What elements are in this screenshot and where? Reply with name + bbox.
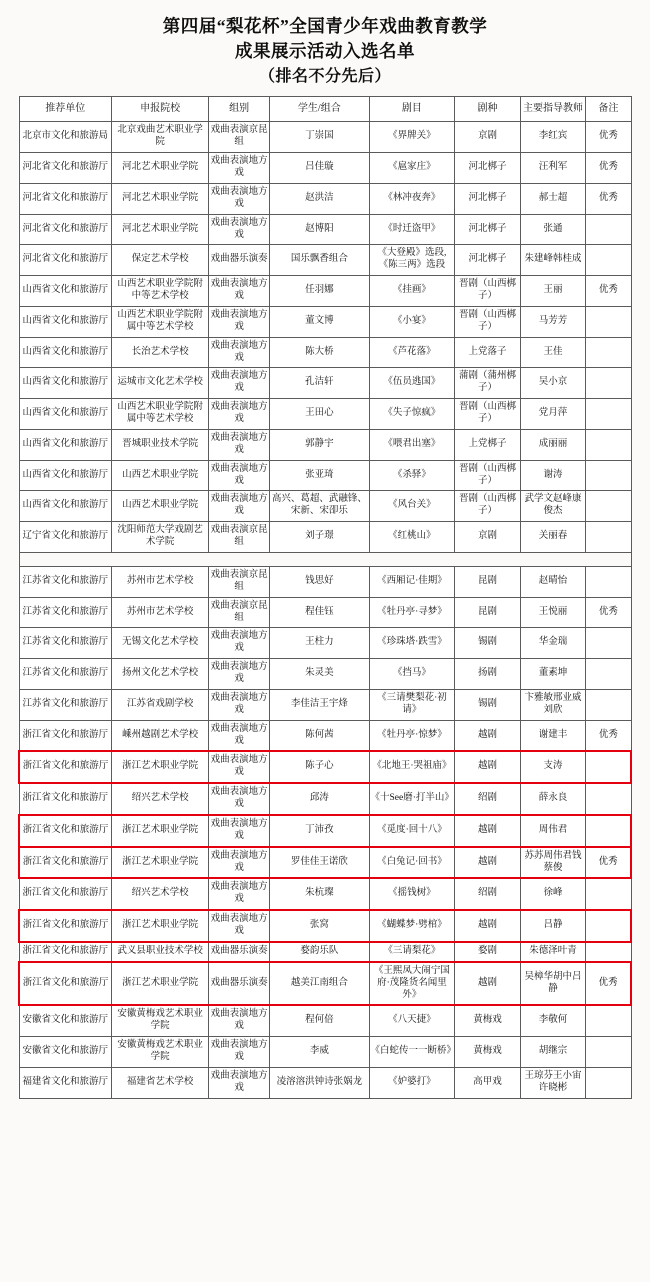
table-cell-3: 丁沛孜	[270, 815, 369, 847]
table-row	[19, 815, 631, 847]
table-cell-7	[586, 1005, 631, 1036]
table-row	[19, 1005, 631, 1036]
table-cell-3: 张亚琦	[270, 460, 369, 491]
table-row	[19, 942, 631, 962]
table-cell-7	[586, 659, 631, 690]
table-cell-3: 国乐飘香组合	[270, 245, 369, 276]
table-cell-7	[586, 337, 631, 368]
table-cell-0: 辽宁省文化和旅游厅	[19, 522, 112, 553]
table-cell-5: 晋剧（山西梆子）	[455, 399, 520, 430]
table-cell-4: 《挂画》	[369, 276, 455, 307]
table-cell-6: 关丽春	[520, 522, 585, 553]
table-cell-3: 陈何茜	[270, 720, 369, 751]
table-cell-6: 卞雅敏邢业威刘欣	[520, 689, 585, 720]
page-title	[18, 14, 632, 88]
table-cell-3: 李佳洁王宇烽	[270, 689, 369, 720]
table-row	[19, 566, 631, 597]
table-cell-7: 优秀	[586, 847, 631, 879]
table-cell-1: 扬州文化艺术学校	[112, 659, 209, 690]
table-cell-2: 戏曲表演地方戏	[209, 429, 270, 460]
table-cell-1: 沈阳师范大学戏剧艺术学院	[112, 522, 209, 553]
table-cell-1: 山西艺术职业学院附属中等艺术学校	[112, 399, 209, 430]
table-cell-0: 山西省文化和旅游厅	[19, 306, 112, 337]
table-cell-6: 吴樟华胡中吕静	[520, 962, 585, 1006]
table-cell-3: 程佳钰	[270, 597, 369, 628]
table-cell-2: 戏曲表演地方戏	[209, 1005, 270, 1036]
table-cell-3: 钱思好	[270, 566, 369, 597]
table-cell-4: 《摇钱树》	[369, 878, 455, 910]
table-cell-5: 绍剧	[455, 783, 520, 815]
table-header	[19, 96, 631, 122]
table-cell-5: 昆剧	[455, 597, 520, 628]
table-row	[19, 962, 631, 1006]
table-cell-5: 越剧	[455, 962, 520, 1006]
table-cell-0: 江苏省文化和旅游厅	[19, 659, 112, 690]
table-cell-0: 山西省文化和旅游厅	[19, 276, 112, 307]
table-cell-3: 任羽娜	[270, 276, 369, 307]
table-cell-2: 戏曲表演地方戏	[209, 306, 270, 337]
table-cell-7: 优秀	[586, 183, 631, 214]
table-cell-4: 《白蛇传一一断桥》	[369, 1037, 455, 1068]
table-cell-6: 李敬何	[520, 1005, 585, 1036]
table-cell-2: 戏曲表演京昆组	[209, 566, 270, 597]
table-cell-3: 李威	[270, 1037, 369, 1068]
table-cell-1: 山西艺术职业学院附中等艺术学校	[112, 276, 209, 307]
table-cell-0: 山西省文化和旅游厅	[19, 368, 112, 399]
table-cell-4: 《三请樊梨花·初请》	[369, 689, 455, 720]
table-cell-3: 赵洪洁	[270, 183, 369, 214]
table-cell-0: 安徽省文化和旅游厅	[19, 1037, 112, 1068]
table-row	[19, 122, 631, 153]
table-cell-5: 昆剧	[455, 566, 520, 597]
table-cell-0: 福建省文化和旅游厅	[19, 1067, 112, 1098]
table-cell-2: 戏曲表演地方戏	[209, 153, 270, 184]
title-line-1: 第四届“梨花杯”全国青少年戏曲教育教学	[162, 16, 488, 36]
table-cell-7	[586, 245, 631, 276]
table-cell-7	[586, 689, 631, 720]
table-cell-4: 《妒婆打》	[369, 1067, 455, 1098]
table-cell-5: 晋剧（山西梆子）	[455, 491, 520, 522]
table-cell-1: 长治艺术学校	[112, 337, 209, 368]
table-cell-6: 苏苏周伟君钱蔡俊	[520, 847, 585, 879]
table-cell-1: 运城市文化艺术学校	[112, 368, 209, 399]
table-cell-4: 《觅度·回十八》	[369, 815, 455, 847]
table-row	[19, 522, 631, 553]
table-cell-2: 戏曲表演地方戏	[209, 659, 270, 690]
table-cell-1: 山西艺术职业学院	[112, 460, 209, 491]
table-cell-6: 马芳芳	[520, 306, 585, 337]
table-body	[19, 122, 631, 1098]
table-cell-7	[586, 878, 631, 910]
table-cell-2: 戏曲表演地方戏	[209, 337, 270, 368]
table-cell-5: 越剧	[455, 815, 520, 847]
table-cell-4: 《北地王·哭祖庙》	[369, 751, 455, 783]
table-cell-3: 孔洁轩	[270, 368, 369, 399]
table-cell-3: 婺韵乐队	[270, 942, 369, 962]
table-cell-1: 河北艺术职业学院	[112, 214, 209, 245]
table-cell-2: 戏曲表演地方戏	[209, 1037, 270, 1068]
table-cell-1: 山西艺术职业学院附属中等艺术学校	[112, 306, 209, 337]
table-cell-4: 《红桃山》	[369, 522, 455, 553]
table-cell-0: 浙江省文化和旅游厅	[19, 942, 112, 962]
table-cell-5: 越剧	[455, 847, 520, 879]
table-row	[19, 460, 631, 491]
table-cell-1: 绍兴艺术学校	[112, 783, 209, 815]
table-cell-6: 张通	[520, 214, 585, 245]
column-header-group: 组别	[209, 96, 270, 122]
table-cell-6: 谢涛	[520, 460, 585, 491]
table-cell-6: 董素坤	[520, 659, 585, 690]
table-cell-7	[586, 399, 631, 430]
table-cell-5: 黄梅戏	[455, 1037, 520, 1068]
table-cell-2: 戏曲表演地方戏	[209, 847, 270, 879]
table-cell-2: 戏曲表演地方戏	[209, 276, 270, 307]
table-cell-0: 江苏省文化和旅游厅	[19, 689, 112, 720]
table-cell-4: 《十See磨·打半山》	[369, 783, 455, 815]
table-cell-4: 《大登殿》选段,《陈三两》选段	[369, 245, 455, 276]
table-row	[19, 1037, 631, 1068]
table-cell-0: 浙江省文化和旅游厅	[19, 751, 112, 783]
table-section-spacer	[19, 552, 631, 566]
table-cell-3: 刘子璟	[270, 522, 369, 553]
table-cell-1: 安徽黄梅戏艺术职业学院	[112, 1005, 209, 1036]
table-cell-7	[586, 628, 631, 659]
table-cell-1: 浙江艺术职业学院	[112, 910, 209, 942]
table-cell-5: 锡剧	[455, 689, 520, 720]
table-cell-1: 浙江艺术职业学院	[112, 847, 209, 879]
table-cell-0: 山西省文化和旅游厅	[19, 491, 112, 522]
table-cell-1: 河北艺术职业学院	[112, 183, 209, 214]
column-header-repertoire: 剧目	[369, 96, 455, 122]
table-cell-5: 京剧	[455, 522, 520, 553]
table-cell-7	[586, 566, 631, 597]
table-cell-3: 张窝	[270, 910, 369, 942]
table-cell-4: 《牡丹亭·寻梦》	[369, 597, 455, 628]
table-cell-3: 陈子心	[270, 751, 369, 783]
table-cell-2: 戏曲表演地方戏	[209, 460, 270, 491]
table-cell-4: 《三请梨花》	[369, 942, 455, 962]
table-row	[19, 153, 631, 184]
table-cell-1: 晋城职业技术学院	[112, 429, 209, 460]
table-cell-3: 陈大桥	[270, 337, 369, 368]
table-cell-7: 优秀	[586, 276, 631, 307]
table-cell-0: 浙江省文化和旅游厅	[19, 783, 112, 815]
table-cell-4: 《白兔记·回书》	[369, 847, 455, 879]
table-cell-0: 山西省文化和旅游厅	[19, 337, 112, 368]
table-cell-2: 戏曲表演京昆组	[209, 522, 270, 553]
table-cell-5: 河北梆子	[455, 153, 520, 184]
table-cell-2: 戏曲表演地方戏	[209, 491, 270, 522]
table-cell-0: 安徽省文化和旅游厅	[19, 1005, 112, 1036]
table-cell-7: 优秀	[586, 153, 631, 184]
table-cell-4: 《小宴》	[369, 306, 455, 337]
table-row	[19, 306, 631, 337]
table-cell-6: 成丽丽	[520, 429, 585, 460]
column-header-recommending-unit: 推荐单位	[19, 96, 112, 122]
table-cell-6: 党月萍	[520, 399, 585, 430]
table-cell-2: 戏曲表演地方戏	[209, 628, 270, 659]
title-line-2: 成果展示活动入选名单	[235, 41, 415, 62]
table-cell-2: 戏曲表演地方戏	[209, 783, 270, 815]
table-cell-1: 浙江艺术职业学院	[112, 815, 209, 847]
table-cell-3: 程何倍	[270, 1005, 369, 1036]
table-cell-4: 《喂君出塞》	[369, 429, 455, 460]
table-cell-7	[586, 910, 631, 942]
table-cell-3: 郭静宇	[270, 429, 369, 460]
table-row	[19, 491, 631, 522]
table-cell-5: 上党梆子	[455, 429, 520, 460]
table-cell-4: 《扈家庄》	[369, 153, 455, 184]
table-cell-4: 《杀驿》	[369, 460, 455, 491]
table-cell-3: 高兴、葛超、武融锋、宋新、宋卲乐	[270, 491, 369, 522]
table-cell-0: 浙江省文化和旅游厅	[19, 910, 112, 942]
table-cell-5: 上党落子	[455, 337, 520, 368]
table-cell-6: 王佳	[520, 337, 585, 368]
table-cell-2: 戏曲器乐演奏	[209, 942, 270, 962]
table-cell-3: 丁崇国	[270, 122, 369, 153]
table-cell-2: 戏曲器乐演奏	[209, 962, 270, 1006]
table-cell-0: 河北省文化和旅游厅	[19, 214, 112, 245]
table-cell-4: 《伍员逃国》	[369, 368, 455, 399]
table-cell-5: 绍剧	[455, 878, 520, 910]
table-cell-2: 戏曲表演地方戏	[209, 910, 270, 942]
table-cell-6: 华金瑞	[520, 628, 585, 659]
table-cell-3: 王田心	[270, 399, 369, 430]
table-cell-4: 《西厢记·佳期》	[369, 566, 455, 597]
table-cell-2: 戏曲表演地方戏	[209, 720, 270, 751]
table-cell-4: 《珍珠塔·跌雪》	[369, 628, 455, 659]
table-row	[19, 337, 631, 368]
table-cell-4: 《牡丹亭·惊梦》	[369, 720, 455, 751]
column-header-student: 学生/组合	[270, 96, 369, 122]
table-cell-4: 《挡马》	[369, 659, 455, 690]
table-cell-6: 徐峰	[520, 878, 585, 910]
table-cell-3: 罗佳佳王诺欣	[270, 847, 369, 879]
table-row	[19, 720, 631, 751]
table-cell-7: 优秀	[586, 962, 631, 1006]
table-row	[19, 214, 631, 245]
table-cell-3: 朱灵美	[270, 659, 369, 690]
table-cell-4: 《林冲夜奔》	[369, 183, 455, 214]
table-cell-6: 王悦丽	[520, 597, 585, 628]
table-cell-0: 浙江省文化和旅游厅	[19, 815, 112, 847]
table-cell-7	[586, 368, 631, 399]
table-cell-6: 吴小京	[520, 368, 585, 399]
table-cell-0: 浙江省文化和旅游厅	[19, 720, 112, 751]
table-cell-6: 武学文赵峰康俊杰	[520, 491, 585, 522]
table-row	[19, 597, 631, 628]
table-cell-6: 薛永良	[520, 783, 585, 815]
table-cell-1: 苏州市艺术学校	[112, 566, 209, 597]
column-header-applying-school: 申报院校	[112, 96, 209, 122]
table-cell-5: 河北梆子	[455, 214, 520, 245]
column-header-teacher: 主要指导教师	[520, 96, 585, 122]
table-cell-5: 婺剧	[455, 942, 520, 962]
table-cell-2: 戏曲表演地方戏	[209, 815, 270, 847]
table-cell-4: 《八天捷》	[369, 1005, 455, 1036]
table-cell-4: 《芦花落》	[369, 337, 455, 368]
table-cell-2: 戏曲表演地方戏	[209, 1067, 270, 1098]
table-cell-6: 朱德泽叶青	[520, 942, 585, 962]
table-cell-7	[586, 460, 631, 491]
table-cell-6: 谢建丰	[520, 720, 585, 751]
table-row	[19, 429, 631, 460]
table-cell-5: 高甲戏	[455, 1067, 520, 1098]
table-cell-7	[586, 214, 631, 245]
table-cell-1: 保定艺术学校	[112, 245, 209, 276]
table-cell-0: 江苏省文化和旅游厅	[19, 597, 112, 628]
table-cell-6: 李红宾	[520, 122, 585, 153]
table-cell-7	[586, 1067, 631, 1098]
table-row	[19, 751, 631, 783]
table-cell-5: 越剧	[455, 720, 520, 751]
table-row	[19, 847, 631, 879]
table-cell-5: 晋剧（山西梆子）	[455, 460, 520, 491]
table-cell-5: 锡剧	[455, 628, 520, 659]
table-cell-7	[586, 783, 631, 815]
table-row	[19, 399, 631, 430]
table-cell-1: 苏州市艺术学校	[112, 597, 209, 628]
table-cell-1: 绍兴艺术学校	[112, 878, 209, 910]
table-cell-3: 吕佳璇	[270, 153, 369, 184]
table-cell-0: 河北省文化和旅游厅	[19, 153, 112, 184]
selection-list-table	[18, 96, 632, 1099]
table-cell-2: 戏曲表演京昆组	[209, 122, 270, 153]
table-cell-4: 《时迁盗甲》	[369, 214, 455, 245]
table-cell-0: 山西省文化和旅游厅	[19, 399, 112, 430]
table-cell-3: 赵博阳	[270, 214, 369, 245]
table-cell-3: 董文博	[270, 306, 369, 337]
table-cell-7	[586, 815, 631, 847]
table-cell-2: 戏曲表演地方戏	[209, 751, 270, 783]
table-cell-1: 北京戏曲艺术职业学院	[112, 122, 209, 153]
table-header-row	[19, 96, 631, 122]
table-cell-3: 凌溶溶洪钟诗张娲龙	[270, 1067, 369, 1098]
title-line-3: （排名不分先后）	[258, 67, 391, 85]
table-cell-1: 福建省艺术学校	[112, 1067, 209, 1098]
table-cell-3: 邱涛	[270, 783, 369, 815]
table-row	[19, 245, 631, 276]
table-cell-4: 《王熙凤大闹宁国府·茂隆货名闻里外》	[369, 962, 455, 1006]
table-cell-6: 朱建峰韩桂成	[520, 245, 585, 276]
table-cell-5: 扬剧	[455, 659, 520, 690]
table-cell-7	[586, 306, 631, 337]
table-cell-6: 王丽	[520, 276, 585, 307]
table-cell-1: 浙江艺术职业学院	[112, 751, 209, 783]
column-header-remark: 备注	[586, 96, 631, 122]
table-cell-1: 安徽黄梅戏艺术职业学院	[112, 1037, 209, 1068]
table-cell-6: 王琼芬王小宙许晓彬	[520, 1067, 585, 1098]
table-cell-4: 《失子惊疯》	[369, 399, 455, 430]
table-cell-1: 河北艺术职业学院	[112, 153, 209, 184]
table-cell-0: 北京市文化和旅游局	[19, 122, 112, 153]
table-row	[19, 183, 631, 214]
table-cell-7	[586, 1037, 631, 1068]
table-cell-0: 浙江省文化和旅游厅	[19, 878, 112, 910]
table-cell-1: 江苏省戏剧学校	[112, 689, 209, 720]
table-cell-1: 无锡文化艺术学校	[112, 628, 209, 659]
table-cell-0: 江苏省文化和旅游厅	[19, 628, 112, 659]
table-cell-1: 山西艺术职业学院	[112, 491, 209, 522]
table-cell-5: 晋剧（山西梆子）	[455, 276, 520, 307]
table-cell-0: 浙江省文化和旅游厅	[19, 847, 112, 879]
table-row	[19, 628, 631, 659]
table-cell-4: 《界牌关》	[369, 122, 455, 153]
table-row	[19, 878, 631, 910]
table-cell-0: 河北省文化和旅游厅	[19, 183, 112, 214]
table-cell-2: 戏曲表演地方戏	[209, 368, 270, 399]
table-cell-7: 优秀	[586, 122, 631, 153]
table-cell-0: 山西省文化和旅游厅	[19, 429, 112, 460]
table-cell-2: 戏曲表演地方戏	[209, 183, 270, 214]
table-row	[19, 276, 631, 307]
table-row	[19, 368, 631, 399]
table-cell-7	[586, 751, 631, 783]
table-cell-7	[586, 429, 631, 460]
table-cell-4: 《风台关》	[369, 491, 455, 522]
table-cell-3: 越美江南组合	[270, 962, 369, 1006]
table-cell-5: 越剧	[455, 751, 520, 783]
table-cell-2: 戏曲表演地方戏	[209, 214, 270, 245]
table-cell-2: 戏曲表演地方戏	[209, 878, 270, 910]
table-cell-7	[586, 491, 631, 522]
table-cell-0: 江苏省文化和旅游厅	[19, 566, 112, 597]
table-cell-1: 浙江艺术职业学院	[112, 962, 209, 1006]
column-header-opera-type: 剧种	[455, 96, 520, 122]
table-cell-2: 戏曲表演地方戏	[209, 399, 270, 430]
table-cell-6: 支涛	[520, 751, 585, 783]
table-cell-0: 浙江省文化和旅游厅	[19, 962, 112, 1006]
table-cell-0: 山西省文化和旅游厅	[19, 460, 112, 491]
table-cell-6: 胡继宗	[520, 1037, 585, 1068]
table-cell-2: 戏曲表演地方戏	[209, 689, 270, 720]
table-cell-6: 郝士超	[520, 183, 585, 214]
table-row	[19, 1067, 631, 1098]
table-cell-7	[586, 522, 631, 553]
table-cell-6: 赵晴怡	[520, 566, 585, 597]
table-cell-5: 蒲剧（蒲州梆子）	[455, 368, 520, 399]
table-cell-6: 吕静	[520, 910, 585, 942]
table-row	[19, 783, 631, 815]
table-cell-1: 武义县职业技术学校	[112, 942, 209, 962]
table-cell-0: 河北省文化和旅游厅	[19, 245, 112, 276]
table-cell-1: 嵊州越剧艺术学校	[112, 720, 209, 751]
table-cell-5: 黄梅戏	[455, 1005, 520, 1036]
table-cell-5: 京剧	[455, 122, 520, 153]
table-cell-2: 戏曲表演京昆组	[209, 597, 270, 628]
table-row	[19, 689, 631, 720]
table-cell-5: 河北梆子	[455, 183, 520, 214]
table-cell-4: 《蝴蝶梦·劈棺》	[369, 910, 455, 942]
table-row	[19, 910, 631, 942]
table-cell-5: 河北梆子	[455, 245, 520, 276]
table-cell-3: 王柱力	[270, 628, 369, 659]
table-row	[19, 659, 631, 690]
table-cell-2: 戏曲器乐演奏	[209, 245, 270, 276]
table-cell-5: 晋剧（山西梆子）	[455, 306, 520, 337]
table-cell-7: 优秀	[586, 720, 631, 751]
table-cell-6: 周伟君	[520, 815, 585, 847]
table-cell-3: 朱杭璨	[270, 878, 369, 910]
table-cell-7: 优秀	[586, 597, 631, 628]
table-cell-7	[586, 942, 631, 962]
table-cell-6: 汪利军	[520, 153, 585, 184]
table-cell-5: 越剧	[455, 910, 520, 942]
